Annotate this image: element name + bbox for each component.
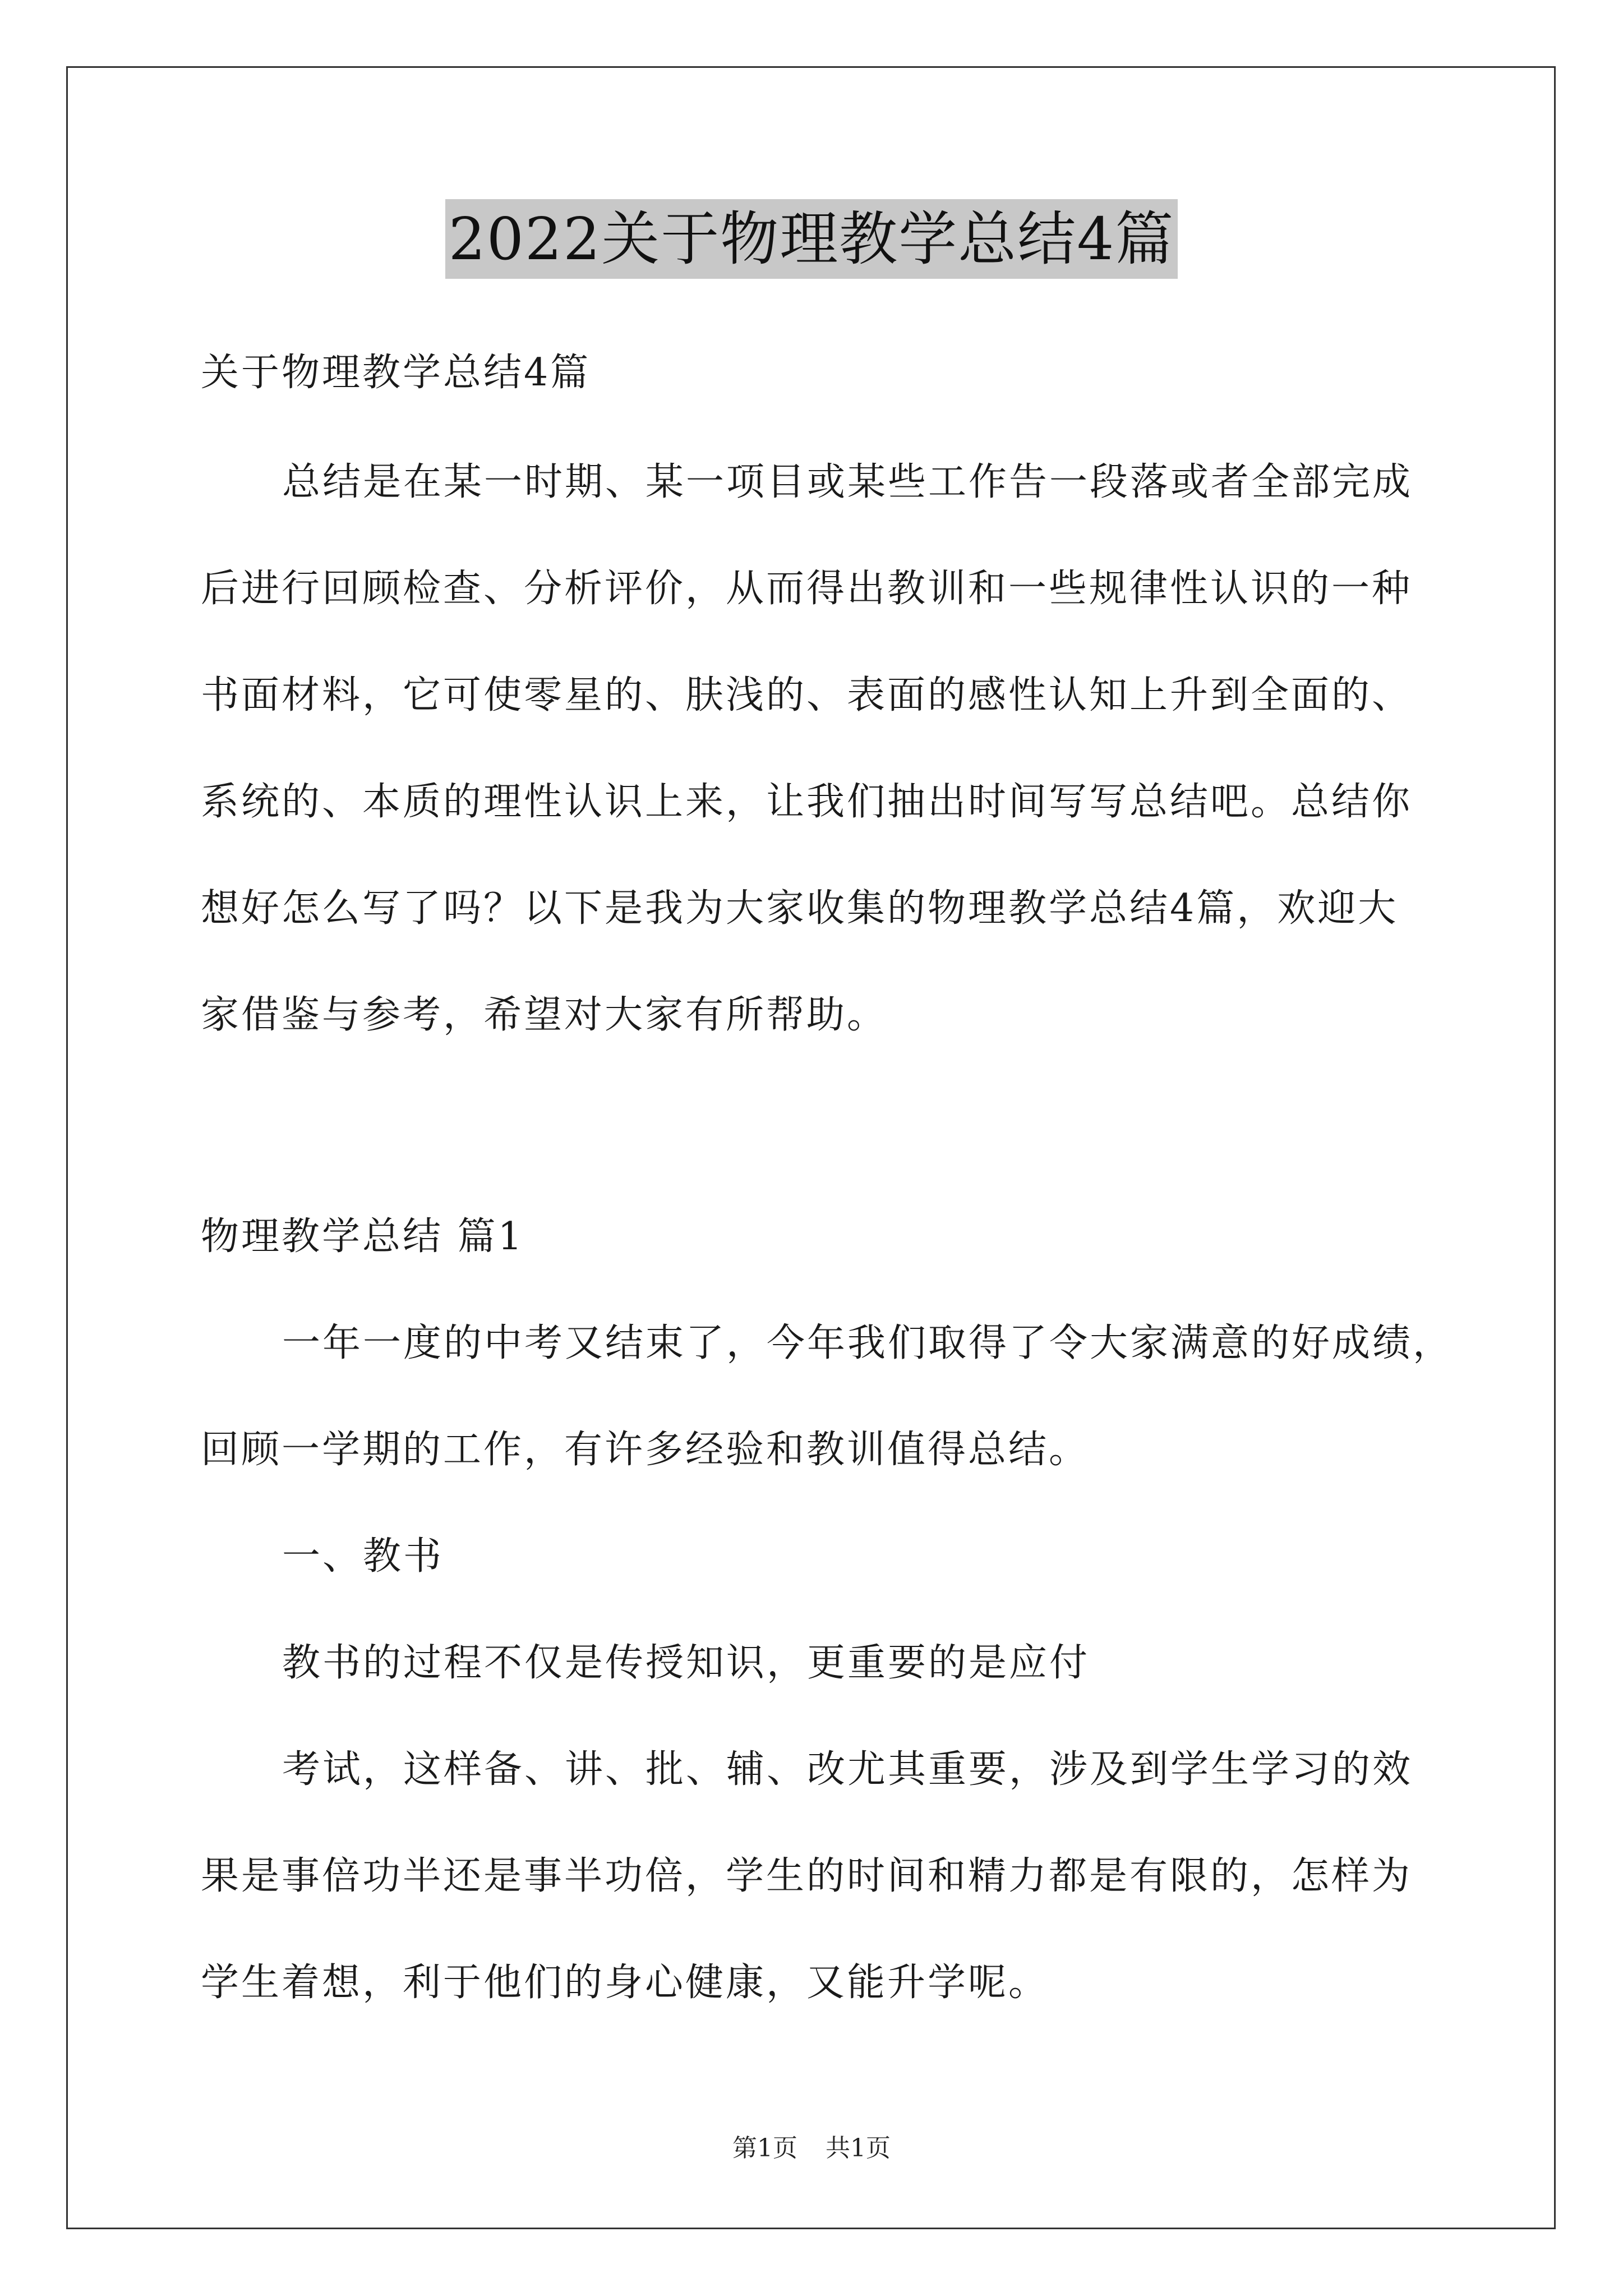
document-subtitle: 关于物理教学总结4篇 — [201, 351, 591, 395]
page-footer — [0, 2132, 1623, 2165]
section1-line-1: 一年一度的中考又结束了，今年我们取得了令大家满意的好成绩， — [282, 1321, 1454, 1365]
section1-line-5: 考试，这样备、讲、批、辅、改尤其重要，涉及到学生学习的效 — [282, 1747, 1413, 1792]
page-total: 共1页 — [826, 2134, 891, 2162]
page-number: 第1页 — [732, 2134, 797, 2162]
intro-line-5: 想好怎么写了吗？以下是我为大家收集的物理教学总结4篇，欢迎大 — [201, 886, 1399, 931]
intro-line-4: 系统的、本质的理性认识上来，让我们抽出时间写写总结吧。总结你 — [201, 780, 1413, 824]
section1-line-6: 果是事倍功半还是事半功倍，学生的时间和精力都是有限的，怎样为 — [201, 1854, 1413, 1898]
section1-heading: 物理教学总结 篇1 — [201, 1214, 524, 1259]
section1-line-7: 学生着想，利于他们的身心健康，又能升学呢。 — [201, 1961, 1049, 2005]
intro-line-3: 书面材料，它可使零星的、肤浅的、表面的感性认知上升到全面的、 — [201, 673, 1413, 717]
section1-line-4: 教书的过程不仅是传授知识，更重要的是应付 — [282, 1641, 1090, 1685]
title-container — [0, 199, 1623, 279]
intro-line-1: 总结是在某一时期、某一项目或某些工作告一段落或者全部完成 — [282, 460, 1413, 504]
document-title: 2022关于物理教学总结4篇 — [445, 199, 1178, 279]
intro-line-2: 后进行回顾检查、分析评价，从而得出教训和一些规律性认识的一种 — [201, 567, 1413, 611]
intro-line-6: 家借鉴与参考，希望对大家有所帮助。 — [201, 993, 888, 1037]
section1-line-2: 回顾一学期的工作，有许多经验和教训值得总结。 — [201, 1428, 1090, 1472]
section1-line-3: 一、教书 — [282, 1534, 444, 1579]
